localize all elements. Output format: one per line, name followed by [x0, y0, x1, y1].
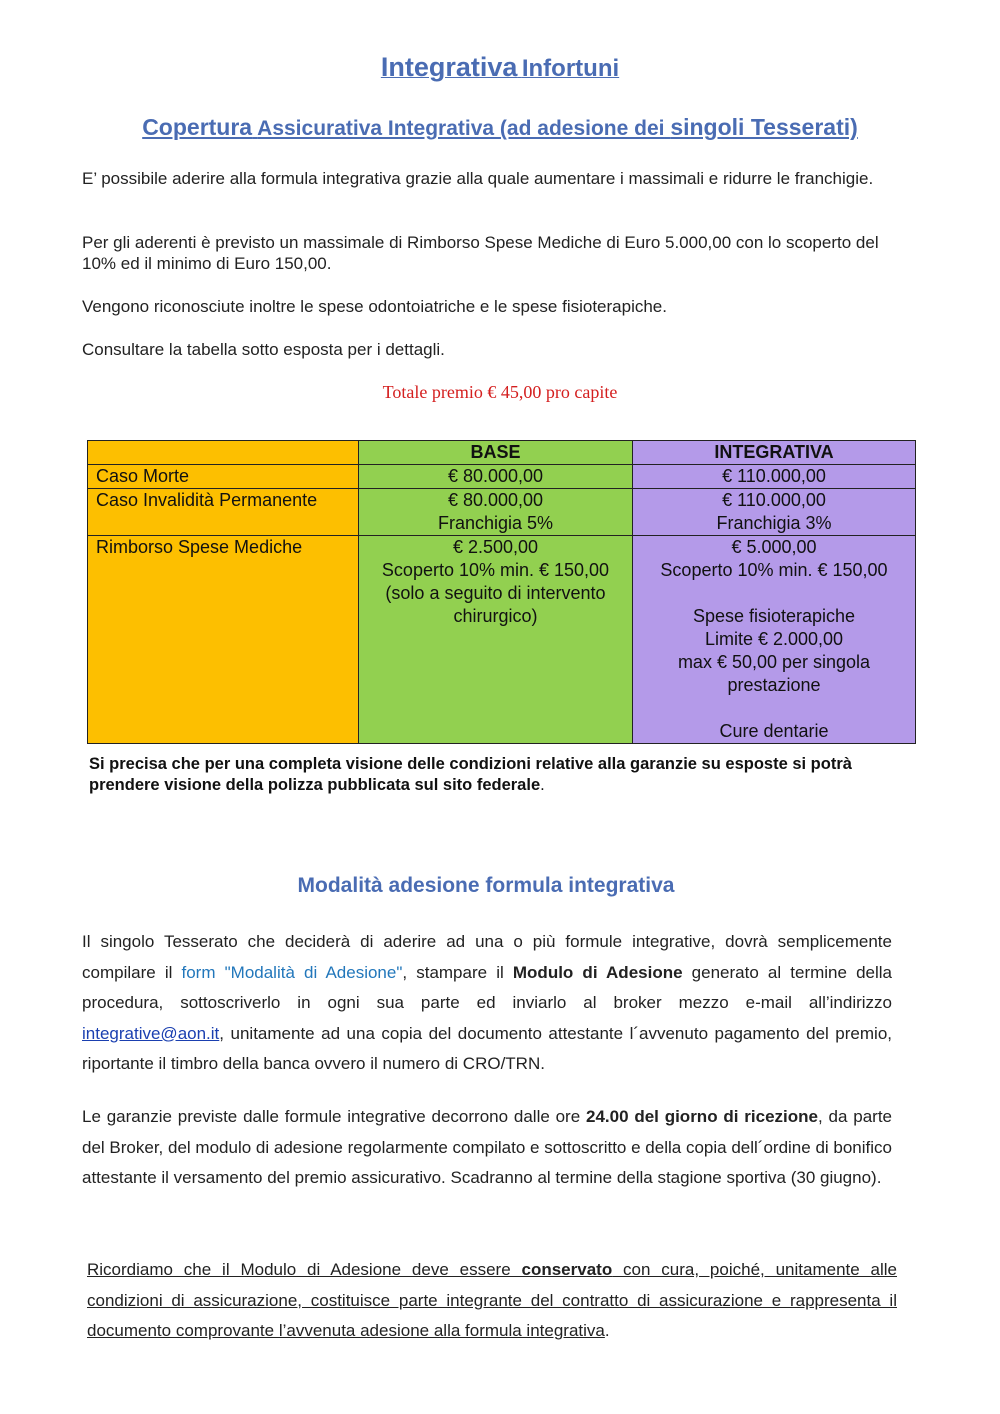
body-text: Il singolo Tesserato che deciderà di aderire ad una o più formule integrative, dovrà semplicemente compilare il — [82, 932, 892, 982]
adesione-form-link[interactable]: form "Modalità di Adesione" — [181, 962, 403, 982]
policy-note-text: Si precisa che per una completa visione delle condizioni relative alla garanzie su esposte si potrà prendere visione della polizza pubblicata sul sito federale — [89, 755, 852, 794]
body-paragraph-2 — [82, 1102, 892, 1194]
reminder-bold-text: conservato — [521, 1260, 613, 1279]
body-text: , da parte del Broker, del modulo di adesione regolarmente compilato e sottoscritto e della copia dell´ordine di bonifico attestante il versamento del premio assicurativo. Scadranno al termine della stagione sportiva (30 giugno). — [82, 1107, 892, 1187]
reminder-end: . — [604, 1321, 610, 1340]
cell-line: (solo a seguito di intervento — [385, 583, 606, 603]
body-text: Le garanzie previste dalle formule integrative decorrono dalle ore — [82, 1107, 586, 1126]
intro-paragraph-1: E’ possibile aderire alla formula integrativa grazie alla quale aumentare i massimali e ridurre le franchigie. — [82, 169, 874, 188]
table-header-row — [88, 441, 916, 465]
subtitle-part3: singoli Tesserati) — [670, 114, 858, 140]
cell-line: € 110.000,00 — [722, 490, 826, 510]
cell-line: € 2.500,00 — [452, 537, 539, 557]
reminder-text: Ricordiamo che il Modulo di Adesione deve essere — [87, 1260, 522, 1279]
header-integrativa: INTEGRATIVA — [633, 441, 916, 465]
base-cell — [359, 465, 633, 489]
page-title — [0, 52, 1000, 83]
body-text: , stampare il — [402, 962, 513, 982]
row-label: Caso Invalidità Permanente — [88, 489, 359, 536]
header-empty — [88, 441, 359, 465]
email-link[interactable]: integrative@aon.it — [82, 1023, 220, 1043]
page-subtitle — [0, 114, 1000, 141]
cell-line: Cure dentarie — [719, 721, 829, 741]
integrativa-cell — [633, 489, 916, 536]
body-paragraph-1 — [82, 927, 892, 1080]
cell-line: Franchigia 5% — [437, 513, 554, 533]
subtitle-part1: Copertura — [142, 114, 253, 140]
base-cell — [359, 489, 633, 536]
cell-line: chirurgico) — [453, 606, 538, 626]
cell-line: max € 50,00 per singola — [677, 652, 871, 672]
title-part1: Integrativa — [380, 52, 518, 82]
cell-line: € 110.000,00 — [722, 466, 826, 486]
cell-line: Scoperto 10% min. € 150,00 — [381, 560, 610, 580]
cell-line: € 5.000,00 — [731, 537, 817, 557]
header-base: BASE — [359, 441, 633, 465]
cell-line: Scoperto 10% min. € 150,00 — [660, 560, 888, 580]
body-text: generato al termine della procedura, sottoscriverlo in ogni sua parte ed inviarlo al broker mezzo e-mail all’indirizzo — [82, 962, 892, 1012]
cell-line: € 80.000,00 — [447, 466, 544, 486]
table-row — [88, 489, 916, 536]
body-bold-text: Modulo di Adesione — [512, 962, 683, 982]
table-row — [88, 465, 916, 489]
title-part2: Infortuni — [521, 55, 620, 82]
table-row — [88, 536, 916, 744]
row-label: Rimborso Spese Mediche — [88, 536, 359, 744]
policy-note-end: . — [540, 776, 545, 794]
policy-note — [89, 754, 919, 796]
subtitle-part2: Assicurativa Integrativa (ad adesione dei — [257, 117, 665, 140]
cell-line: € 80.000,00 — [447, 490, 544, 510]
cell-line — [641, 582, 907, 605]
cell-line: Franchigia 3% — [716, 513, 832, 533]
cell-line — [641, 697, 907, 720]
intro-paragraph-2: Per gli aderenti è previsto un massimale di Rimborso Spese Mediche di Euro 5.000,00 con lo scoperto del 10% ed il minimo di Euro 150,00. — [82, 233, 879, 273]
intro-paragraph-4: Consultare la tabella sotto esposta per i dettagli. — [82, 340, 445, 359]
reminder-text: con cura, poiché, unitamente alle condizioni di assicurazione, costituisce parte integrante del contratto di assicurazione e rappresenta il documento comprovante l’avvenuta adesione alla formula integrativa — [87, 1260, 898, 1340]
section-title: Modalità adesione formula integrativa — [297, 874, 675, 897]
reminder-paragraph — [87, 1255, 897, 1347]
body-text: , unitamente ad una copia del documento attestante l´avvenuto pagamento del premio, riportante il timbro della banca ovvero il numero di CRO/TRN. — [82, 1023, 892, 1073]
coverage-table — [87, 440, 916, 744]
row-label: Caso Morte — [88, 465, 359, 489]
integrativa-cell — [633, 536, 916, 744]
cell-line: prestazione — [727, 675, 821, 695]
intro-paragraph-3: Vengono riconosciute inoltre le spese odontoiatriche e le spese fisioterapiche. — [82, 297, 667, 316]
premium-total: Totale premio € 45,00 pro capite — [382, 382, 618, 402]
body-bold-text: 24.00 del giorno di ricezione — [585, 1107, 818, 1126]
cell-line: Spese fisioterapiche — [692, 606, 856, 626]
integrativa-cell — [633, 465, 916, 489]
base-cell — [359, 536, 633, 744]
cell-line: Limite € 2.000,00 — [704, 629, 844, 649]
